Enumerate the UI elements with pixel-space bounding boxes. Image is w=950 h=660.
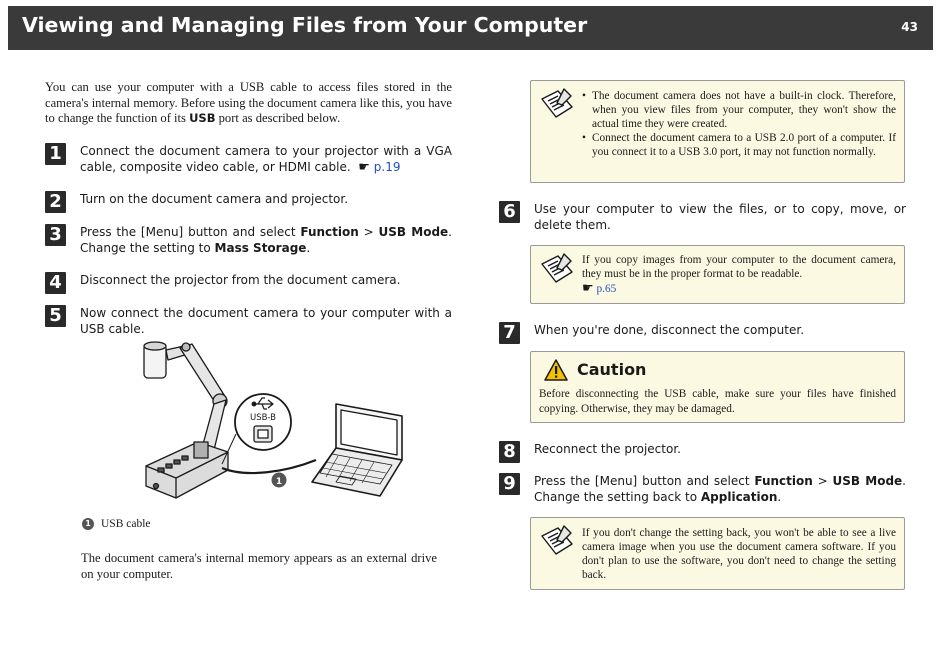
legend-number: 1 — [82, 518, 94, 530]
note-pencil-icon — [540, 252, 574, 286]
step-text: Use your computer to view the files, or to copy, move, or delete them. — [534, 202, 906, 232]
callout-number: 1 — [275, 477, 283, 487]
intro-paragraph: You can use your computer with a USB cable to access files stored in the camera's internal memory. Before using the document camera like this, you have to change the function of its USB port as described below. — [45, 80, 452, 126]
note-body — [582, 89, 896, 159]
note-image-format — [530, 245, 905, 304]
step-number: 7 — [499, 322, 520, 344]
note-pencil-icon — [540, 524, 574, 558]
step-text: Press the [Menu] button and select Function > USB Mode. Change the setting to Mass Storage. — [80, 225, 452, 255]
caution-title: Caution — [577, 360, 647, 379]
note-clock-usb — [530, 80, 905, 183]
step-number: 3 — [45, 224, 66, 246]
usb-connection-illustration — [136, 338, 408, 506]
usb-b-label: USB-B — [249, 413, 277, 423]
step-text: Reconnect the projector. — [534, 442, 681, 456]
step-number: 2 — [45, 191, 66, 213]
warning-triangle-icon — [544, 359, 568, 381]
note-body: If you don't change the setting back, you won't be able to see a live camera image when you use the document camera software. If you don't plan to use the software, you don't need to change the setting back. — [582, 527, 896, 582]
legend-text: USB cable — [101, 518, 151, 530]
note-bullet: • Connect the document camera to a USB 2.0 port of a computer. If you connect it to a USB 3.0 port, it may not function normally. — [582, 131, 896, 159]
page-title: Viewing and Managing Files from Your Computer — [22, 13, 588, 37]
caution-box — [530, 351, 905, 423]
note-setting-back — [530, 517, 905, 590]
usb-cable — [222, 460, 316, 473]
step-text: Press the [Menu] button and select Function > USB Mode. Change the setting back to Application. — [534, 474, 906, 504]
caution-text: Before disconnecting the USB cable, make sure your files have finished copying. Otherwise, they may be damaged. — [539, 388, 896, 415]
page-number: 43 — [901, 20, 918, 34]
step-number: 9 — [499, 473, 520, 495]
step-text: Turn on the document camera and projector. — [80, 192, 349, 206]
hand-pointer-icon: ☛ — [582, 280, 594, 296]
closing-paragraph: The document camera's internal memory appears as an external drive on your computer. — [81, 551, 437, 581]
figure-legend — [82, 518, 151, 530]
note-bullet: • The document camera does not have a built-in clock. Therefore, when you view files from your computer, they won't show the actual time they were created. — [582, 89, 896, 131]
step-number: 1 — [45, 143, 66, 165]
page-header — [8, 6, 933, 50]
step-number: 4 — [45, 272, 66, 294]
step-text: Disconnect the projector from the document camera. — [80, 273, 401, 287]
step-text: Now connect the document camera to your computer with a USB cable. — [80, 306, 452, 336]
note-body: If you copy images from your computer to the document camera, they must be in the proper format to be readable. ☛ p.65 — [582, 254, 896, 296]
note-pencil-icon — [540, 87, 574, 121]
camera-laptop-drawing — [136, 338, 408, 506]
step-text: Connect the document camera to your projector with a VGA cable, composite video cable, or HDMI cable. ☛ p.19 — [80, 144, 452, 175]
page-link-p65[interactable]: p.65 — [596, 283, 617, 296]
hand-pointer-icon: ☛ — [358, 159, 370, 175]
step-number: 8 — [499, 441, 520, 463]
page-link-p19[interactable]: p.19 — [373, 159, 401, 174]
step-number: 5 — [45, 305, 66, 327]
step-number: 6 — [499, 201, 520, 223]
step-text: When you're done, disconnect the computer. — [534, 323, 805, 337]
